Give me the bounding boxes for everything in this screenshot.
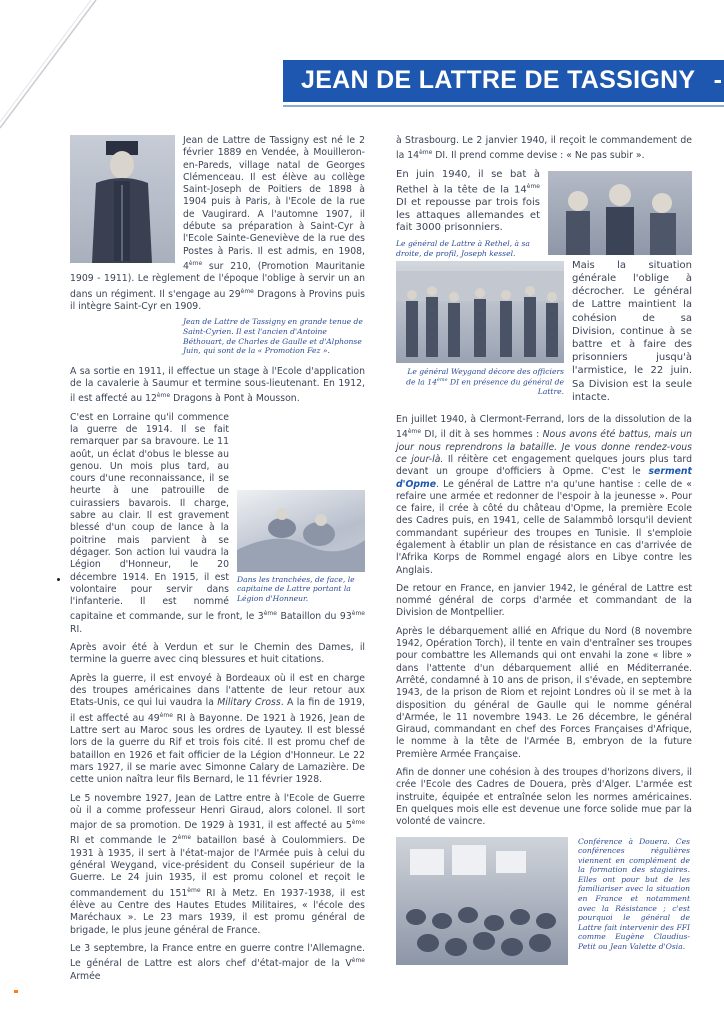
bio-paragraph-2: A sa sortie en 1911, il effectue un stage à l'Ecole d'application de la cavalerie à Saumur et termine sous-lieutenant. En 1912, il est affecté au 12ème Dragons à Pont à Mousson. [70, 365, 365, 405]
weygand-caption: Le général Weygand décore des officiers de la 14ème DI en présence du général de Lattre. [406, 366, 564, 397]
bio-paragraph-10: Mais la situation générale l'oblige à décrocher. Le général de Lattre maintient la cohésion de sa Division, continue à se battre et à faire des prisonniers jusqu'à l'armistice, le 22 juin. Sa Division est la seule intacte. [572, 259, 692, 403]
trenches-figure [237, 490, 365, 604]
conference-crowd-icon [396, 837, 568, 965]
rethel-caption: Le général de Lattre à Rethel, à sa droite, de profil, Joseph kessel. [396, 238, 530, 258]
portrait-caption: Jean de Lattre de Tassigny en grande tenue de Saint-Cyrien. Il est l'ancien d'Antoine Béthouart, de Charles de Gaulle et d'Alphonse Juin, qui sont de la « Promotion Fez ». [183, 317, 363, 356]
rethel-soldiers-icon [548, 171, 692, 255]
douera-conference-photo [396, 837, 568, 965]
bio-paragraph-12: De retour en France, en janvier 1942, le général de Lattre est nommé général de corps d'armée et commandant de la Division de Montpellier. [396, 582, 692, 619]
bio-paragraph-14: Afin de donner une cohésion à des troupes d'horizons divers, il crée l'Ecole des Cadres de Douera, près d'Alger. L'armée est instruite, équipée et entraînée selon les normes américaines. En quelques mois elle est devenue une force solide mue par la volonté de vaincre. [396, 767, 692, 828]
portrait-saint-cyrien-photo [70, 135, 175, 263]
header-bar [283, 60, 724, 102]
bio-paragraph-8: à Strasbourg. Le 2 janvier 1940, il reçoit le commandement de la 14ème DI. Il prend comme devise : « Ne pas subir ». [396, 135, 692, 162]
portrait-figure [70, 135, 175, 263]
bio-paragraph-3: C'est en Lorraine qu'il commence la guerre de 1914. Il se fait remarquer par sa bravoure. Le 11 août, un éclat d'obus le blesse au genou. Un mois plus tard, au cours d'une reconnaissance, il se heurte à une patrouille de cuirassiers bavarois. Il charge, sabre au clair. Il est gravement blessé d'un coup de lance à la poitrine mais parvient à se dégager. Son action lui vaudra la Légion d'Honneur, le 20 décembre 1914. En 1915, il est volontaire pour servir dans l'infanterie. Il est nommé capitaine et commande, sur le front, le 3ème Bataillon du 93ème RI. [70, 411, 365, 635]
title-underline [283, 105, 724, 107]
left-column [70, 135, 365, 989]
bio-paragraph-5: Après la guerre, il est envoyé à Bordeaux où il est en charge des troupes américaines dans l'attente de leur retour aux Etats-Unis, ce qui lui vaudra la Military Cross. A la fin de 1919, il est affecté au 49ème RI à Bayonne. De 1921 à 1926, Jean de Lattre sert au Maroc sous les ordres de Lyautey. Il est blessé lors de la guerre du Rif et trois fois cité. Il est promu chef de bataillon en 1926 et fait officier de la Légion d'Honneur. Le 22 mars 1927, il se marie avec Simonne Calary de Lamazière. De cette union naîtra leur fils Bernard, le 11 février 1928. [70, 672, 365, 786]
rethel-figure [548, 171, 692, 255]
trenches-caption: Dans les tranchées, de face, le capitaine de Lattre portant la Légion d'Honneur. [237, 574, 355, 603]
bio-paragraph-13: Après le débarquement allié en Afrique du Nord (8 novembre 1942, Opération Torch), il tente en vain d'entraîner ses troupes pour combattre les Allemands qui ont envahi la zone « libre » dans l'attente d'un débarquement allié en Méditerranée. Arrêté, condamné à 10 ans de prison, il s'évade, en septembre 1943, de la prison de Riom et rejoint Londres où il se met à la disposition du général de Gaulle qui le nomme général d'Armée, le 11 novembre 1943. Le 26 décembre, le général Giraud, commandant en chef des Forces Françaises d'Afrique, le nomme à la tête de l'Armée B, embryon de la future Première Armée Française. [396, 625, 692, 760]
bio-paragraph-4: Après avoir été à Verdun et sur le Chemin des Dames, il termine la guerre avec cinq blessures et huit citations. [70, 642, 365, 666]
weygand-figure [396, 261, 564, 397]
bio-paragraph-1: Jean de Lattre de Tassigny est né le 2 février 1889 en Vendée, à Mouilleron-en-Pareds, village natal de Georges Clémenceau. Il est élève au collège Saint-Joseph de Poitiers de 1898 à 1904 puis à Paris, à l'Ecole de la rue de Vaugirard. A l'automne 1907, il débute sa préparation à Saint-Cyr à l'Ecole Sainte-Geneviève de la rue des Postes à Paris. Il est admis, en 1908, 4ème sur 210, (Promotion Mauritanie 1909 - 1911). Le règlement de l'époque l'oblige à servir un an dans un régiment. Il s'engage au 29ème Dragons à Provins puis il intègre Saint-Cyr en 1909. [70, 135, 365, 313]
douera-figure [396, 837, 692, 967]
edge-mark [14, 990, 18, 993]
bio-paragraph-6: Le 5 novembre 1927, Jean de Lattre entre à l'Ecole de Guerre où il a comme professeur Henri Giraud, alors colonel. Il sort major de sa promotion. De 1929 à 1931, il est affecté au 5ème RI et commande le 2ème bataillon basé à Coulommiers. De 1931 à 1935, il sert à l'état-major de l'Armée puis à celui du général Weygand, vice-président du Conseil supérieur de la Guerre. Le 24 juin 1935, il est promu colonel et reçoit le commandement du 151ème RI à Metz. En 1937-1938, il est élève au Centre des Hautes Etudes Militaires, « l'école des Maréchaux ». Le 23 mars 1939, il est promu général de brigade, le plus jeune général de France. [70, 792, 366, 936]
bio-paragraph-9: En juin 1940, il se bat à Rethel à la tête de la 14ème DI et repousse par trois fois les attaques allemandes et fait 3000 prisonniers. [396, 168, 540, 234]
stray-dot [57, 578, 60, 581]
right-column [396, 135, 692, 967]
ceremony-scene-icon [396, 261, 564, 363]
title-trail: - [713, 66, 722, 94]
trenches-scene-icon [237, 490, 365, 572]
bio-paragraph-11: En juillet 1940, à Clermont-Ferrand, lors de la dissolution de la 14ème DI, il dit à ses hommes : Nous avons été battus, mais un jour nous reprendrons la bataille. Je vous donne rendez-vous ce jour-là. Il réitère cet engagement quelques jours plus tard devant un groupe d'officiers à Opme. C'est le serment d'Opme. Le général de Lattre n'a qu'une hantise : celle de « refaire une armée et redonner de l'espoir à la jeunesse ». Pour ce faire, il crée à côté du château d'Opme, la première Ecole des Cadres puis, en 1941, celle de Salammbô lorsqu'il devient commandant supérieur des troupes en Tunisie. Il s'emploie également à établir un plan de résistance en cas d'arrivée de l'Afrika Korps de Rommel engagé alors en Libye contre les Anglais. [396, 413, 692, 576]
bio-paragraph-7: Le 3 septembre, la France entre en guerre contre l'Allemagne. Le général de Lattre est alors chef d'état-major de la Vème Armée [70, 943, 365, 982]
weygand-decoration-photo [396, 261, 564, 363]
douera-caption: Conférence à Douera. Ces conférences régulières viennent en complément de la formation des stagiaires. Elles ont pour but de les familiariser avec la situation en France et notamment avec la Résistance ; c'est pourquoi le général de Lattre fait intervenir des FFI comme Eugène Claudius-Petit ou Jean Valette d'Osia. [578, 836, 690, 952]
rethel-group-photo [548, 171, 692, 255]
portrait-figure-icon [70, 135, 175, 263]
page-title: JEAN DE LATTRE DE TASSIGNY [301, 66, 696, 94]
trenches-photo [237, 490, 365, 572]
